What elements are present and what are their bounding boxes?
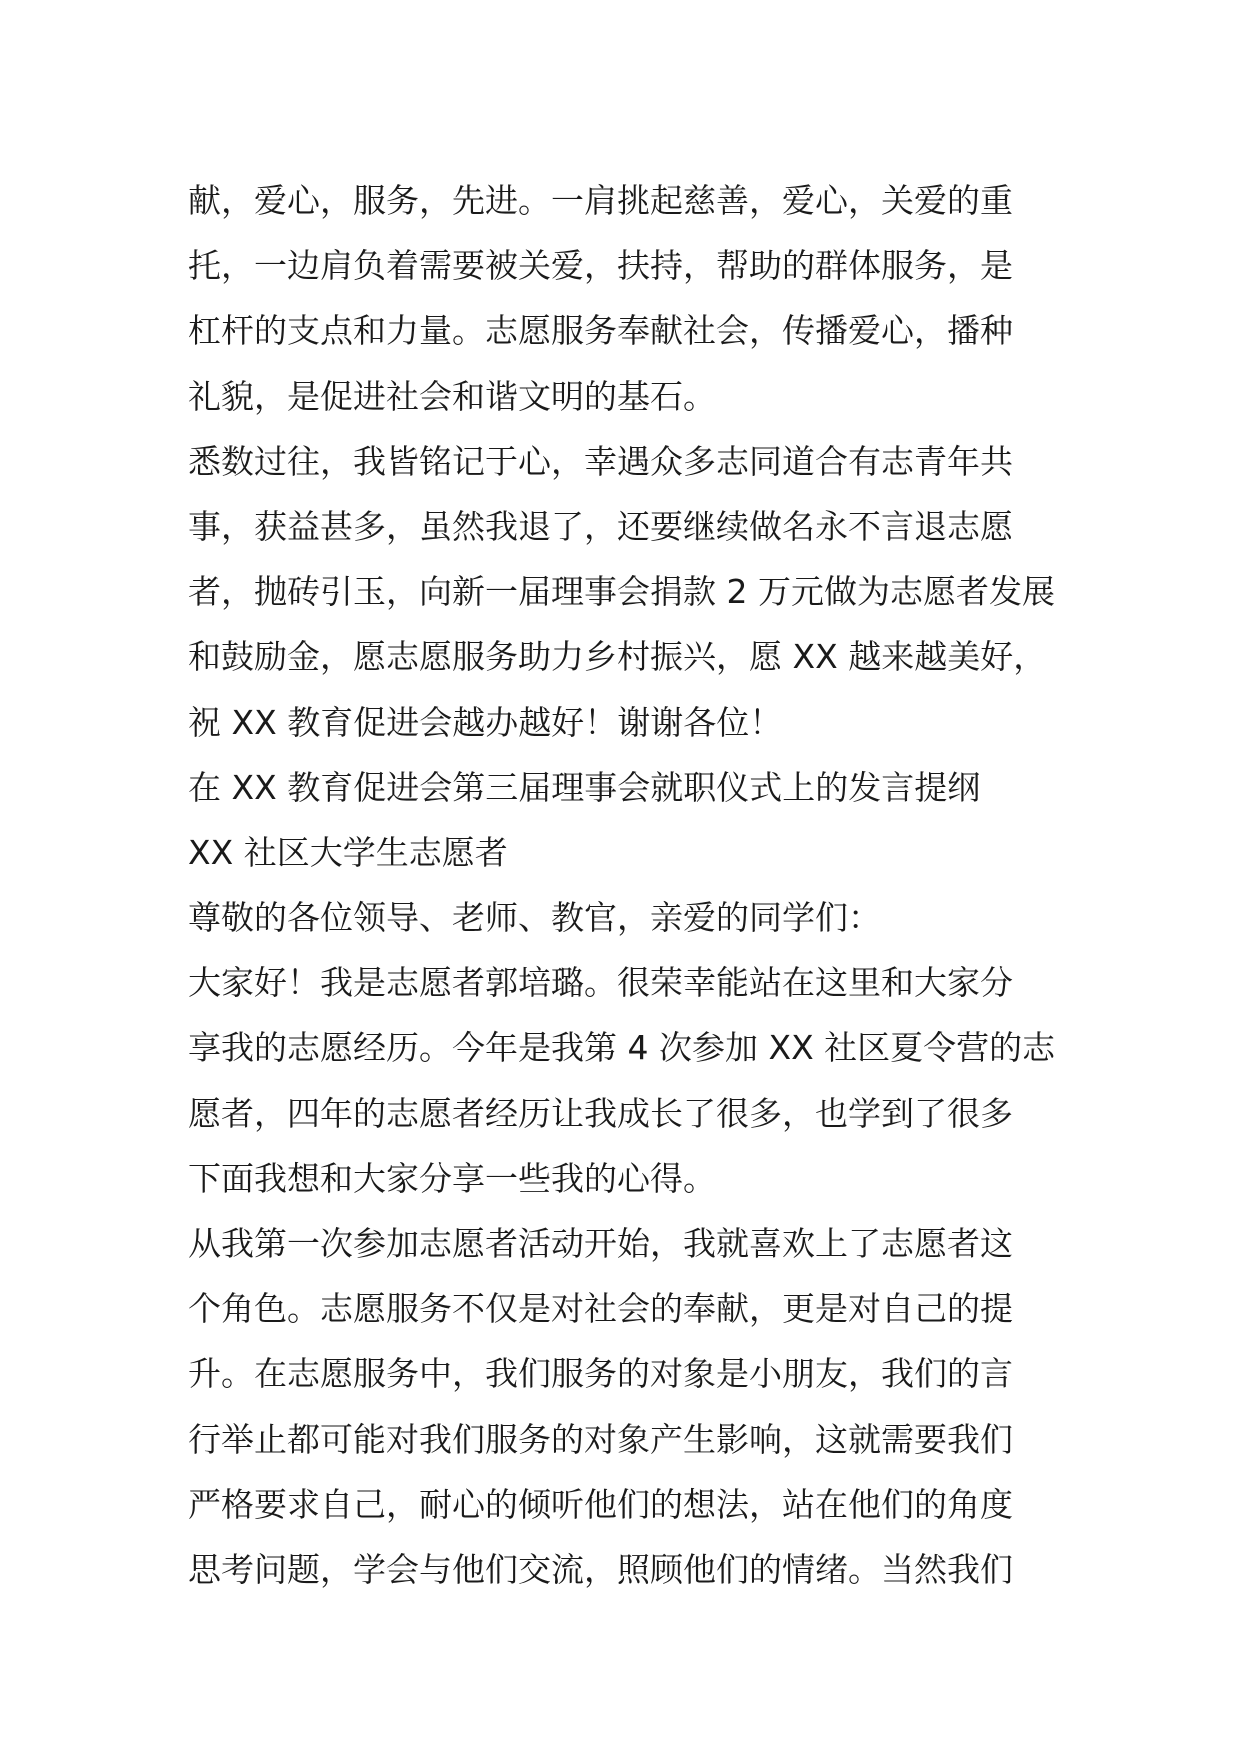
text-line: 升。在志愿服务中，我们服务的对象是小朋友，我们的言 — [188, 1354, 1013, 1394]
text-line: 严格要求自己，耐心的倾听他们的想法，站在他们的角度 — [188, 1484, 1013, 1524]
text-line: 杠杆的支点和力量。志愿服务奉献社会，传播爱心，播种 — [188, 311, 1013, 351]
text-line: 和鼓励金，愿志愿服务助力乡村振兴，愿 XX 越来越美好， — [188, 637, 1047, 677]
text-line: 愿者，四年的志愿者经历让我成长了很多，也学到了很多 — [188, 1093, 1013, 1133]
text-line: 悉数过往，我皆铭记于心，幸遇众多志同道合有志青年共 — [188, 441, 1013, 481]
text-line: 礼貌，是促进社会和谐文明的基石。 — [188, 376, 716, 416]
document-body — [188, 168, 1068, 1602]
text-line: 事，获益甚多，虽然我退了，还要继续做名永不言退志愿 — [188, 506, 1013, 546]
salutation: 尊敬的各位领导、老师、教官，亲爱的同学们： — [188, 898, 881, 938]
text-line: 祝 XX 教育促进会越办越好！谢谢各位！ — [188, 702, 783, 742]
text-line: 思考问题，学会与他们交流，照顾他们的情绪。当然我们 — [188, 1549, 1013, 1589]
text-line: 从我第一次参加志愿者活动开始，我就喜欢上了志愿者这 — [188, 1224, 1013, 1263]
text-line: 享我的志愿经历。今年是我第 4 次参加 XX 社区夏令营的志 — [188, 1028, 1056, 1068]
text-line: 者，抛砖引玉，向新一届理事会捐款 2 万元做为志愿者发展 — [188, 572, 1055, 612]
text-line: 个角色。志愿服务不仅是对社会的奉献，更是对自己的提 — [188, 1289, 1013, 1329]
text-line: 行举止都可能对我们服务的对象产生影响，这就需要我们 — [188, 1419, 1013, 1459]
text-line: 献，爱心，服务，先进。一肩挑起慈善，爱心，关爱的重 — [188, 181, 1013, 220]
text-line: 托，一边肩负着需要被关爱，扶持，帮助的群体服务，是 — [188, 246, 1013, 286]
speech-title: 在 XX 教育促进会第三届理事会就职仪式上的发言提纲 — [188, 767, 981, 807]
speaker-line: XX 社区大学生志愿者 — [188, 832, 508, 872]
text-line: 大家好！我是志愿者郭培璐。很荣幸能站在这里和大家分 — [188, 963, 1013, 1003]
text-line: 下面我想和大家分享一些我的心得。 — [188, 1158, 716, 1198]
